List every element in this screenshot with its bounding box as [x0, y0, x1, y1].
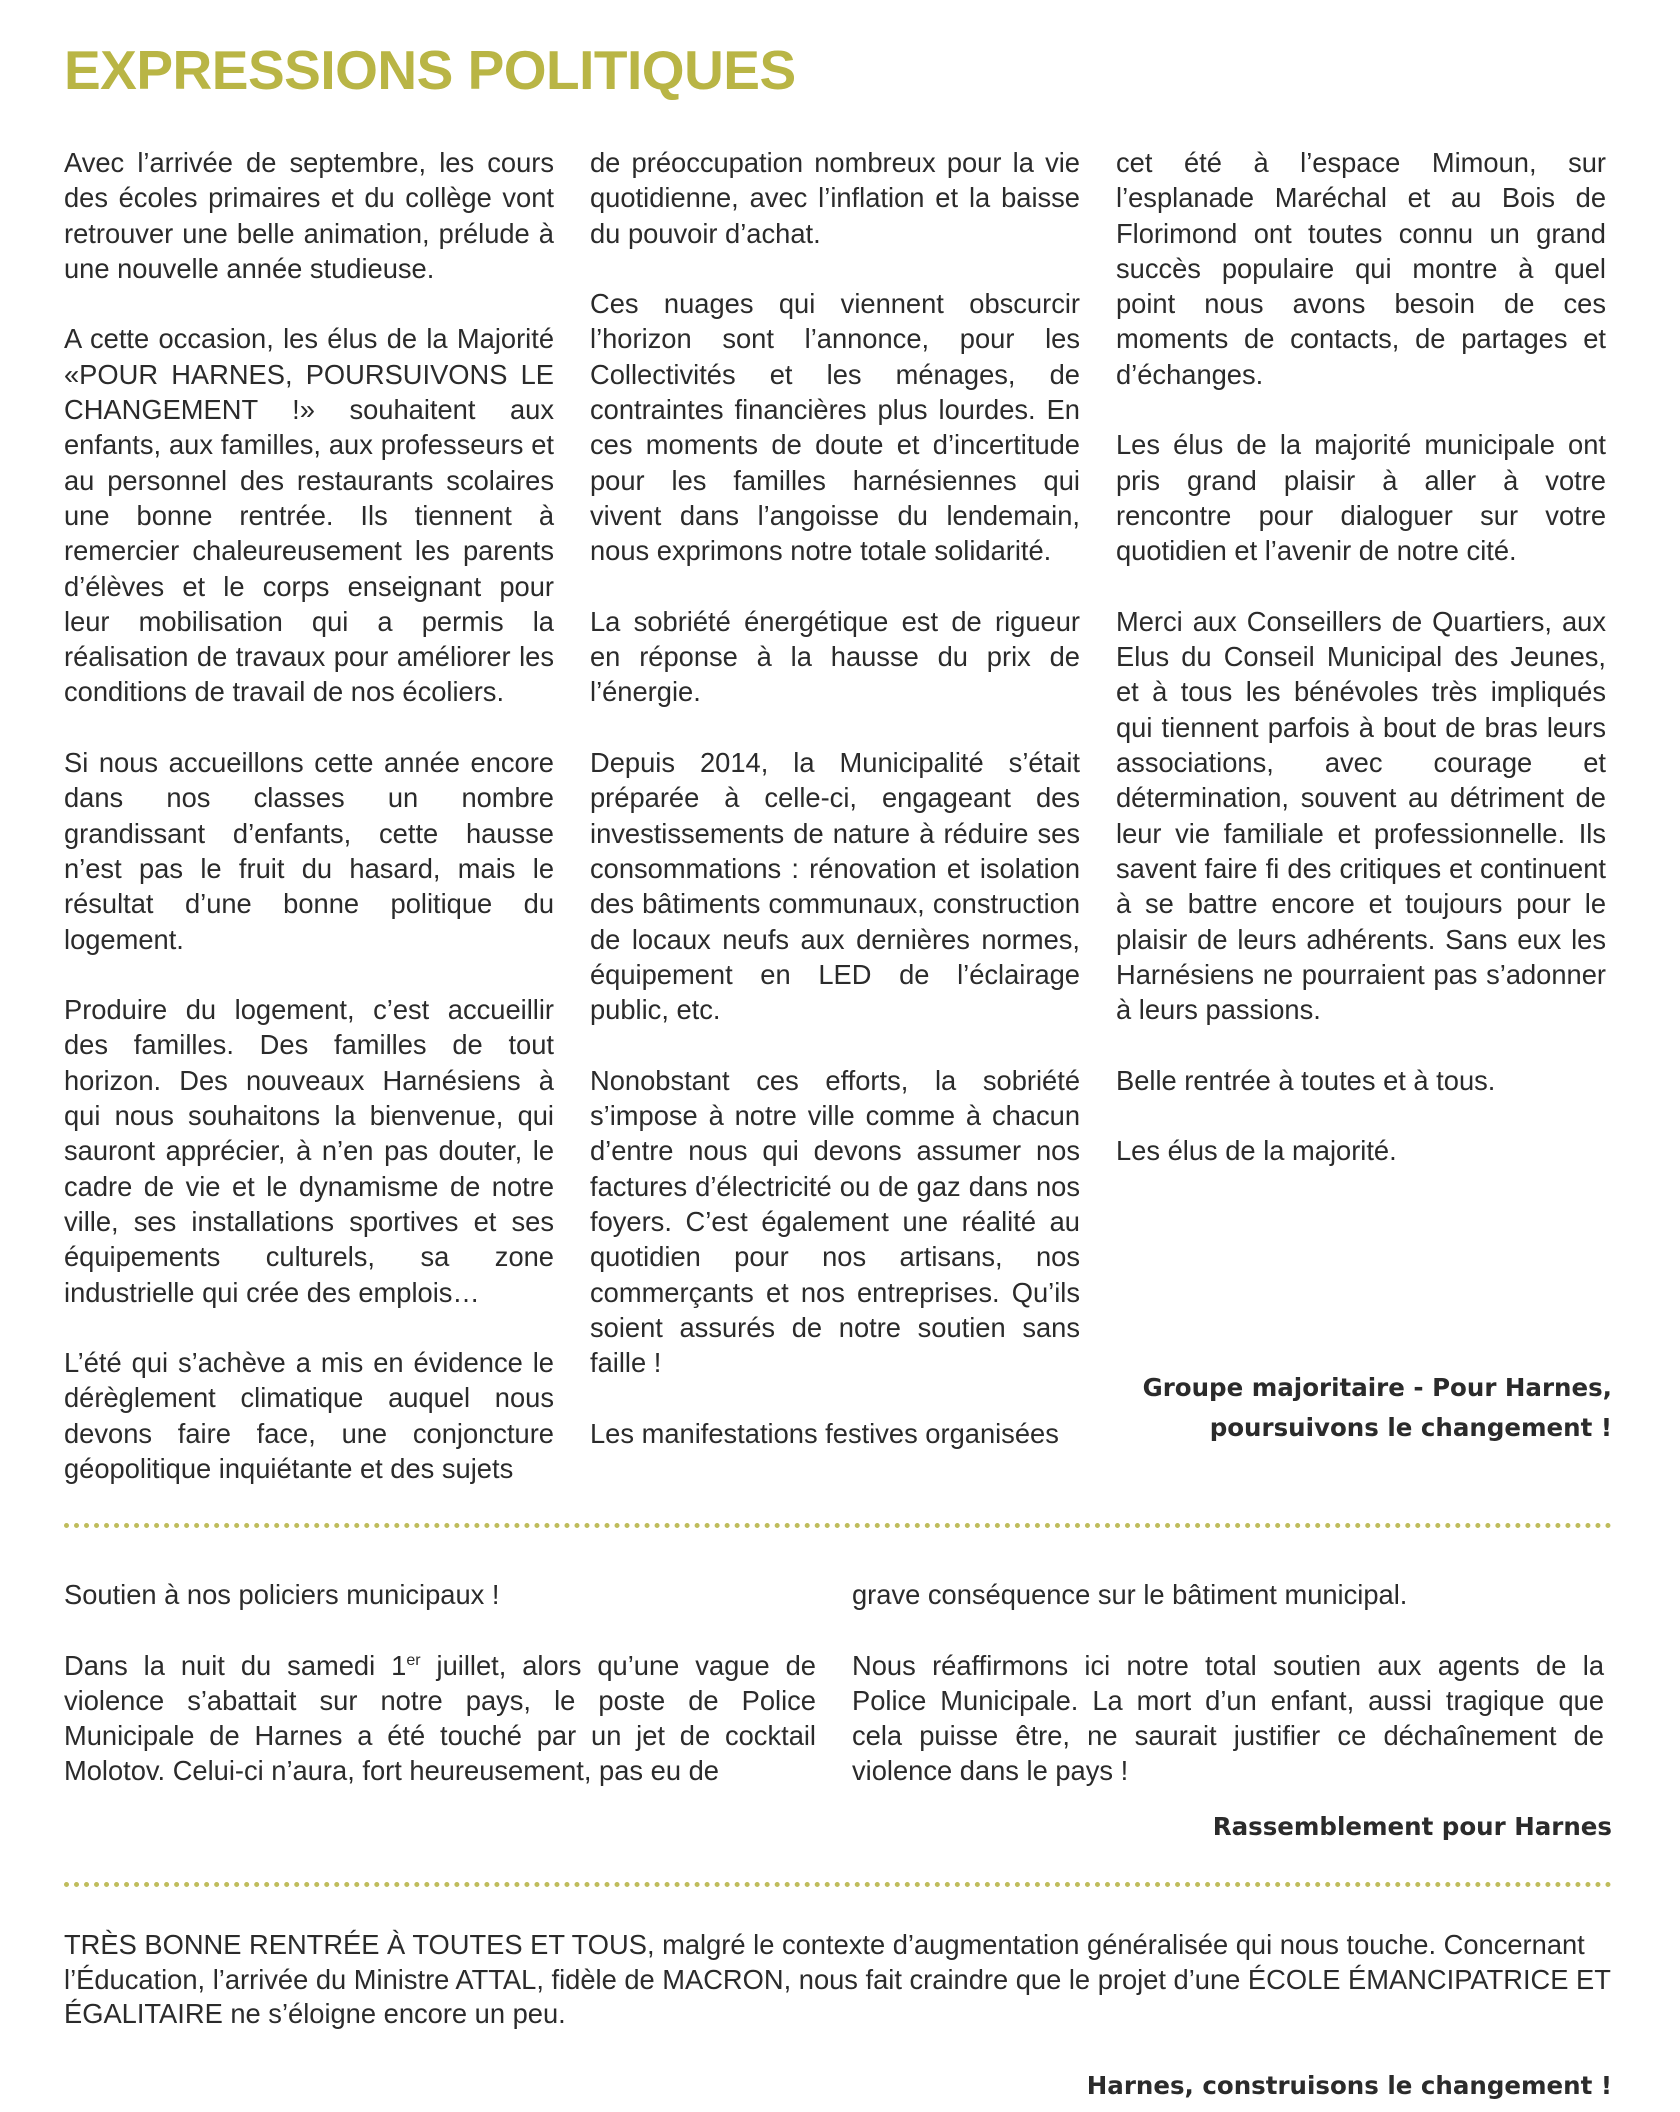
- paragraph: Nous réaffirmons ici notre total soutien aux agents de la Police Municipale. La mort d’un enfant, aussi tragique que cela puisse être, ne saurait justifier ce déchaînement de violence dans le pays !: [852, 1649, 1604, 1787]
- paragraph: Produire du logement, c’est accueillir des familles. Des familles de tout horizon. Des nouveaux Harnésiens à qui nous souhaitons la bienvenue, qui sauront apprécier, à n’en pas douter, le cadre de vie et le dynamisme de notre ville, ses installations sportives et ses équipements culturels, sa zone industrielle qui crée des emplois…: [64, 994, 554, 1308]
- paragraph: Merci aux Conseillers de Quartiers, aux Elus du Conseil Municipal des Jeunes, et à tous les bénévoles très impliqués qui tiennent parfois à bout de bras leurs associations, avec courage et détermination, souvent au détriment de leur vie familiale et professionnelle. Ils savent faire fi des critiques et continuent à se battre encore et toujours pour le plaisir de leurs adhérents. Sans eux les Harnésiens ne pourraient pas s’adonner à leurs passions.: [1116, 605, 1606, 1026]
- dotted-separator: [64, 1882, 1612, 1887]
- majority-column-3: [1116, 145, 1606, 1169]
- paragraph: Avec l’arrivée de septembre, les cours des écoles primaires et du collège vont retrouver une belle animation, prélude à une nouvelle année studieuse.: [64, 147, 554, 284]
- paragraph: Soutien à nos policiers municipaux !: [64, 1579, 500, 1610]
- text-span: juillet, alors qu’une vague de violence s’abattait sur notre pays, le poste de Police Municipale de Harnes a été touché par un jet de cocktail Molotov. Celui-ci n’aura, fort heureusement, pas eu de: [64, 1649, 816, 1787]
- paragraph: Ces nuages qui viennent obscurcir l’horizon sont l’annonce, pour les Collectivités et les ménages, de contraintes financières plus lourdes. En ces moments de doute et d’incertitude pour les familles harnésiennes qui vivent dans l’angoisse du lendemain, nous exprimons notre totale solidarité.: [590, 288, 1080, 567]
- paragraph: grave conséquence sur le bâtiment municipal.: [852, 1579, 1408, 1610]
- paragraph: Les élus de la majorité.: [1116, 1135, 1397, 1167]
- paragraph: L’été qui s’achève a mis en évidence le dérèglement climatique auquel nous devons faire face, une conjoncture géopolitique inquiétante et des sujets: [64, 1347, 554, 1484]
- paragraph: Les manifestations festives organisées: [590, 1417, 1059, 1449]
- paragraph: [64, 1648, 816, 1789]
- paragraph: La sobriété énergétique est de rigueur en réponse à la hausse du prix de l’énergie.: [590, 605, 1080, 708]
- superscript: er: [406, 1651, 421, 1669]
- construisons-paragraph: TRÈS BONNE RENTRÉE À TOUTES ET TOUS, malgré le contexte d’augmentation généralisée qui nous touche. Concernant l’Éducation, l’arrivée du Ministre ATTAL, fidèle de MACRON, nous fait craindre que le projet d’une ÉCOLE ÉMANCIPATRICE ET ÉGALITAIRE ne s’éloigne encore un peu.: [64, 1929, 1611, 2029]
- paragraph: Les élus de la majorité municipale ont pris grand plaisir à aller à votre rencontre pour dialoguer sur votre quotidien et l’avenir de notre cité.: [1116, 429, 1606, 567]
- text-span: Dans la nuit du samedi 1: [64, 1649, 407, 1681]
- majority-section: [64, 145, 1612, 1484]
- paragraph: A cette occasion, les élus de la Majorité «POUR HARNES, POURSUIVONS LE CHANGEMENT !» souhaitent aux enfants, aux familles, aux professeurs et au personnel des restaurants scolaires une bonne rentrée. Ils tiennent à remercier chaleureusement les parents d’élèves et le corps enseignant pour leur mobilisation qui a permis la réalisation de travaux pour améliorer les conditions de travail de nos écoliers.: [64, 323, 554, 708]
- majority-column-2: [590, 145, 1080, 1451]
- majority-signature: [1143, 1368, 1612, 1448]
- majority-column-1: [64, 145, 554, 1486]
- rassemblement-signature: Rassemblement pour Harnes: [1212, 1812, 1612, 1841]
- signature-line: poursuivons le changement !: [1209, 1413, 1612, 1442]
- signature-line: Groupe majoritaire - Pour Harnes,: [1142, 1373, 1612, 1402]
- dotted-separator: [64, 1523, 1612, 1528]
- page-title: EXPRESSIONS POLITIQUES: [64, 39, 796, 101]
- paragraph: de préoccupation nombreux pour la vie quotidienne, avec l’inflation et la baisse du pouvoir d’achat.: [590, 147, 1080, 249]
- paragraph: Nonobstant ces efforts, la sobriété s’impose à notre ville comme à chacun d’entre nous qui devons assumer nos factures d’électricité ou de gaz dans nos foyers. C’est également une réalité au quotidien pour nos artisans, nos commerçants et nos entreprises. Qu’ils soient assurés de notre soutien sans faille !: [590, 1064, 1080, 1379]
- construisons-signature: Harnes, construisons le changement !: [1086, 2071, 1612, 2100]
- paragraph: Si nous accueillons cette année encore dans nos classes un nombre grandissant d’enfants, cette hausse n’est pas le fruit du hasard, mais le résultat d’une bonne politique du logement.: [64, 747, 554, 955]
- paragraph: Depuis 2014, la Municipalité s’était préparée à celle-ci, engageant des investissements de nature à réduire ses consommations : rénovation et isolation des bâtiments communaux, construction de locaux neufs aux dernières normes, équipement en LED de l’éclairage public, etc.: [590, 747, 1080, 1026]
- paragraph: cet été à l’espace Mimoun, sur l’esplanade Maréchal et au Bois de Florimond ont toutes connu un grand succès populaire qui montre à quel point nous avons besoin de ces moments de contacts, de partages et d’échanges.: [1116, 147, 1606, 390]
- paragraph: Belle rentrée à toutes et à tous.: [1116, 1064, 1496, 1096]
- rassemblement-column-1: [64, 1577, 816, 1789]
- rassemblement-column-2: [852, 1577, 1604, 1789]
